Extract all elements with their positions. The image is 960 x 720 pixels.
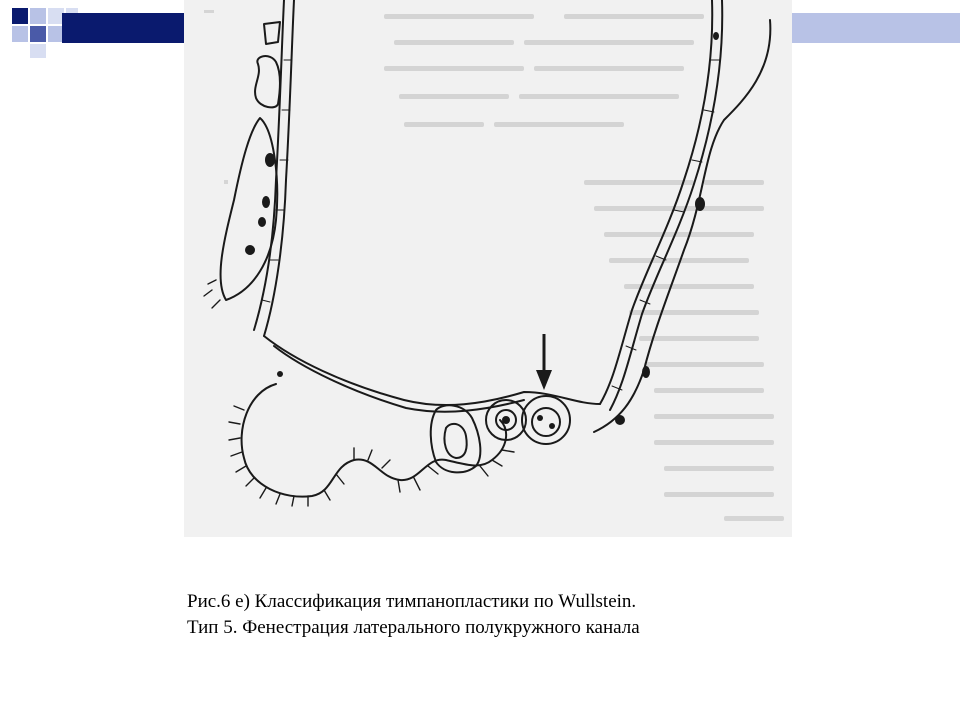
canal-wall-left-inner: [264, 0, 294, 336]
stapes-inner: [444, 424, 466, 458]
arrow-fenestra: [536, 334, 552, 390]
decor-square: [30, 44, 46, 58]
canal-wall-right-inner: [610, 0, 722, 410]
figure-tympanoplasty-diagram: [184, 0, 792, 537]
figure-caption: [187, 589, 887, 641]
bone-cells: [245, 32, 719, 429]
fenestra-inner: [532, 408, 560, 436]
caption-line-1: Рис.6 е) Классификация тимпанопластики по Wullstein.: [187, 591, 637, 612]
decor-square: [12, 26, 28, 42]
upper-cavity-small: [264, 22, 280, 44]
upper-cavity-large: [255, 56, 280, 107]
decor-square: [48, 26, 64, 42]
decor-square: [30, 26, 46, 42]
decor-bar-left: [62, 13, 184, 43]
decor-bar-right: [792, 13, 960, 43]
outer-ear-contour: [594, 20, 770, 432]
caption-line-2: Тип 5. Фенестрация латерального полукружного канала: [187, 617, 640, 638]
decor-square: [48, 8, 64, 24]
left-bone-block: [221, 118, 278, 300]
decor-square: [30, 8, 46, 24]
decor-square: [12, 8, 28, 24]
ear-anatomy-drawing: [184, 0, 792, 537]
